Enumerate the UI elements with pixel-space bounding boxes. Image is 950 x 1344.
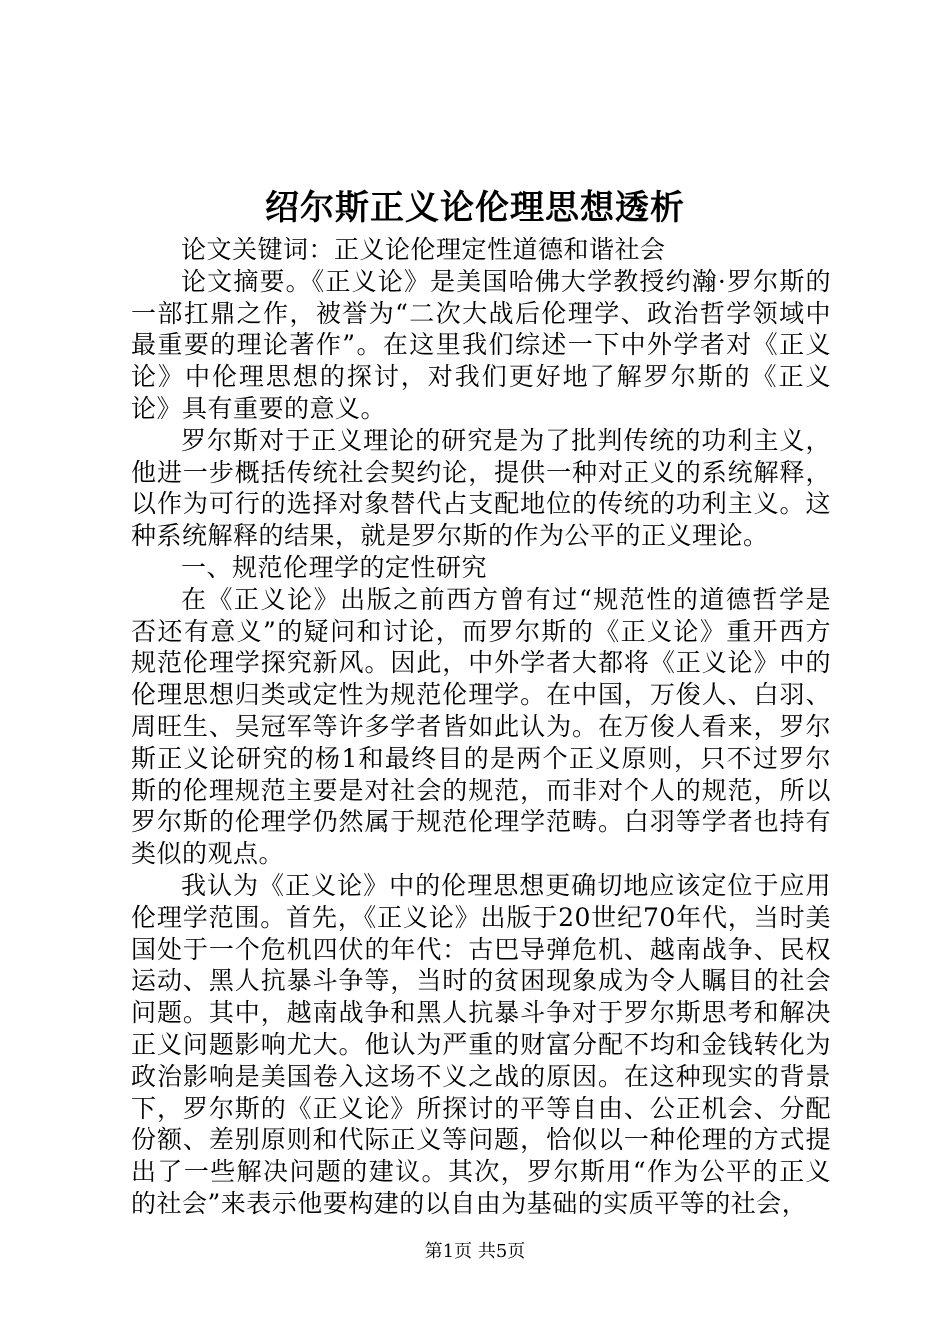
body-paragraph: 在《正义论》出版之前西方曾有过“规范性的道德哲学是否还有意义”的疑问和讨论，而罗尔斯的《正义论》重开西方规范伦理学探究新风。因此，中外学者大都将《正义论》中的伦理思想归类或定性为规范伦理学。在中国，万俊人、白羽、周旺生、吴冠军等许多学者皆如此认为。在万俊人看来，罗尔斯正义论研究的杨1和最终目的是两个正义原则，只不过罗尔斯的伦理规范主要是对社会的规范，而非对个人的规范，所以罗尔斯的伦理学仍然属于规范伦理学范畴。白羽等学者也持有类似的观点。 (131, 584, 831, 869)
abstract-paragraph: 论文摘要。《正义论》是美国哈佛大学教授约瀚·罗尔斯的一部扛鼎之作，被誉为“二次大战后伦理学、政治哲学领域中最重要的理论著作”。在这里我们综述一下中外学者对《正义论》中伦理思想的探讨，对我们更好地了解罗尔斯的《正义论》具有重要的意义。 (131, 266, 831, 423)
body-paragraph: 我认为《正义论》中的伦理思想更确切地应该定位于应用伦理学范围。首先，《正义论》出版于20世纪70年代，当时美国处于一个危机四伏的年代：古巴导弹危机、越南战争、民权运动、黑人抗暴斗争等，当时的贫困现象成为令人瞩目的社会问题。其中，越南战争和黑人抗暴斗争对于罗尔斯思考和解决正义问题影响尤大。他认为严重的财富分配不均和金钱转化为政治影响是美国卷入这场不义之战的原因。在这种现实的背景下，罗尔斯的《正义论》所探讨的平等自由、公正机会、分配份额、差别原则和代际正义等问题，恰似以一种伦理的方式提出了一些解决问题的建议。其次，罗尔斯用“作为公平的正义的社会”来表示他要构建的以自由为基础的实质平等的社会， (131, 870, 831, 1218)
body-paragraph: 罗尔斯对于正义理论的研究是为了批判传统的功利主义，他进一步概括传统社会契约论，提供一种对正义的系统解释，以作为可行的选择对象替代占支配地位的传统的功利主义。这种系统解释的结果，就是罗尔斯的作为公平的正义理论。 (131, 425, 831, 551)
document-title: 绍尔斯正义论伦理思想透析 (265, 188, 685, 228)
page-number-footer: 第1页 共5页 (424, 1241, 526, 1262)
section-heading: 一、规范伦理学的定性研究 (181, 552, 488, 582)
keywords-paragraph: 论文关键词：正义论伦理定性道德和谐社会 (181, 235, 666, 264)
document-body (131, 234, 831, 1220)
